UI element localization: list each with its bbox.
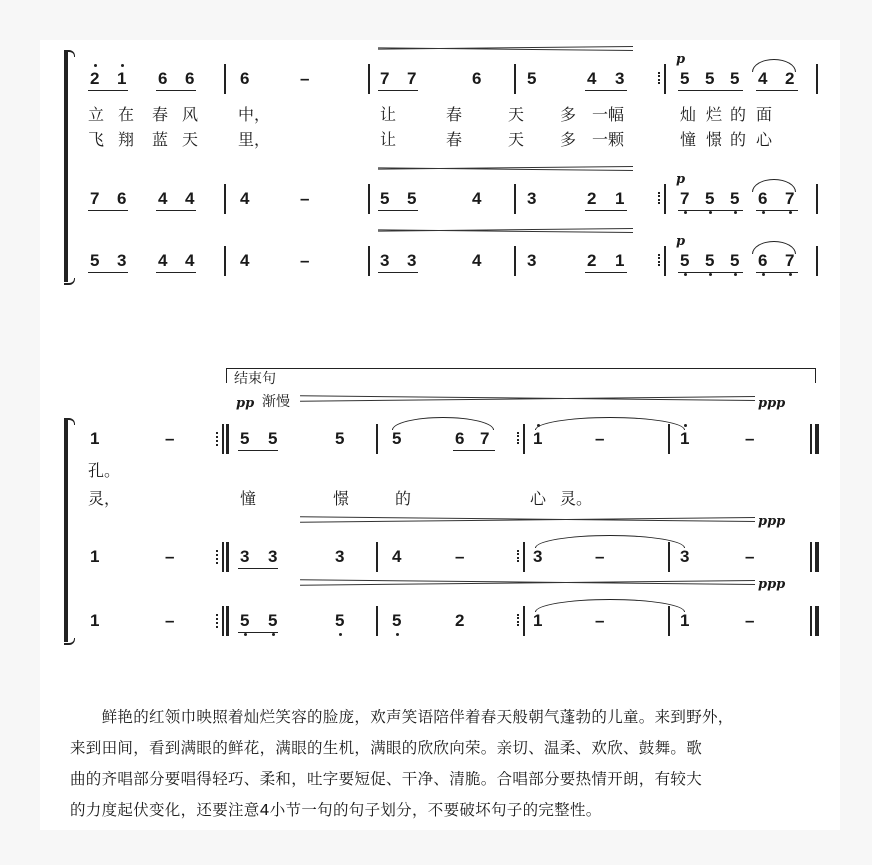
alto-note: –: [300, 189, 310, 208]
eighth-beam: [453, 450, 495, 451]
lyric-line2: 心: [756, 130, 773, 149]
barline: [523, 424, 525, 454]
barline: [664, 246, 666, 276]
final-barline: [815, 542, 819, 572]
lyric-line1: 春: [446, 105, 463, 124]
final-barline: [815, 424, 819, 454]
high-dot: [94, 64, 97, 67]
bass-note: 4: [472, 251, 482, 270]
lyric-line1: 多: [560, 105, 577, 124]
low-dot: [709, 273, 712, 276]
barline: [514, 184, 516, 214]
melody-note: 5: [268, 429, 278, 448]
lyric-line2: 天: [182, 130, 199, 149]
alto-note: 3: [680, 547, 690, 566]
lyric-line2: 灵。: [560, 489, 593, 508]
low-dot: [244, 633, 247, 636]
bass-note: 3: [117, 251, 127, 270]
alto-note: 6: [117, 189, 127, 208]
alto-note: 3: [335, 547, 345, 566]
alto-note: 7: [785, 189, 795, 208]
barline: [514, 246, 516, 276]
barline: [376, 606, 378, 636]
bass-note: 4: [240, 251, 250, 270]
repeat-dots: [216, 614, 220, 628]
melody-note: –: [165, 429, 175, 448]
eighth-beam: [156, 90, 196, 91]
bass-note: 5: [680, 251, 690, 270]
dynamic-mark: pp: [236, 396, 255, 411]
repeat-dots: [517, 432, 521, 444]
melody-note: 5: [680, 69, 690, 88]
lyric-line1: 春: [152, 105, 169, 124]
alto-note: –: [745, 547, 755, 566]
melody-note: 5: [527, 69, 537, 88]
melody-note: –: [595, 429, 605, 448]
high-dot: [121, 64, 124, 67]
double-barline: [222, 542, 224, 572]
dynamic-mark: p: [676, 172, 686, 187]
alto-note: 3: [240, 547, 250, 566]
barline: [816, 64, 818, 94]
bass-note: 7: [785, 251, 795, 270]
paragraph-line: 曲的齐唱部分要唱得轻巧、柔和，吐字要短促、干净、清脆。合唱部分要热情开朗，有较大: [70, 770, 703, 788]
melody-note: 6: [240, 69, 250, 88]
low-dot: [684, 211, 687, 214]
dynamic-mark: p: [676, 52, 686, 67]
melody-note: 2: [90, 69, 100, 88]
eighth-beam: [238, 568, 278, 569]
alto-note: 3: [533, 547, 543, 566]
lyric-line1: 烂: [706, 105, 723, 124]
final-barline: [810, 424, 812, 454]
low-dot: [789, 273, 792, 276]
bass-note: 6: [758, 251, 768, 270]
barline: [224, 64, 226, 94]
high-dot: [684, 424, 687, 427]
bass-note: 2: [455, 611, 465, 630]
alto-note: 1: [90, 547, 100, 566]
bass-note: 1: [615, 251, 625, 270]
dynamic-mark: ppp: [758, 396, 786, 411]
melody-note: –: [300, 69, 310, 88]
lyric-line1: 让: [380, 105, 397, 124]
double-barline: [222, 606, 224, 636]
lyric-line2: 春: [446, 130, 463, 149]
repeat-dots: [517, 614, 521, 626]
alto-note: 4: [472, 189, 482, 208]
alto-note: 4: [240, 189, 250, 208]
eighth-beam: [678, 90, 743, 91]
lyric-line1: 立: [88, 105, 105, 124]
repeat-dots: [216, 432, 220, 446]
ending-bracket: [226, 368, 816, 383]
lyric-line1: 在: [118, 105, 135, 124]
system-bracket-cap: [64, 418, 75, 425]
final-barline: [810, 542, 812, 572]
final-barline: [815, 606, 819, 636]
dynamic-mark: ppp: [758, 577, 786, 592]
melody-note: 6: [455, 429, 465, 448]
melody-note: 5: [730, 69, 740, 88]
ending-label: 结束句: [234, 371, 276, 387]
repeat-dots: [658, 72, 662, 84]
low-dot: [339, 633, 342, 636]
low-dot: [734, 273, 737, 276]
melody-note: 5: [240, 429, 250, 448]
bass-note: 3: [527, 251, 537, 270]
eighth-beam: [88, 272, 128, 273]
system-bracket: [64, 52, 68, 282]
bass-note: 1: [680, 611, 690, 630]
barline: [523, 542, 525, 572]
lyric-line2: 多: [560, 130, 577, 149]
eighth-beam: [585, 90, 627, 91]
low-dot: [762, 273, 765, 276]
lyric-line2: 翔: [118, 130, 135, 149]
alto-note: 6: [758, 189, 768, 208]
alto-note: 2: [587, 189, 597, 208]
eighth-beam: [378, 90, 418, 91]
bass-note: –: [595, 611, 605, 630]
lyric-line2: 飞: [88, 130, 105, 149]
alto-note: 5: [407, 189, 417, 208]
barline: [523, 606, 525, 636]
low-dot: [709, 211, 712, 214]
tempo-mark: 渐慢: [262, 394, 290, 410]
bass-note: 1: [90, 611, 100, 630]
repeat-dots: [216, 550, 220, 564]
alto-note: 5: [730, 189, 740, 208]
barline: [514, 64, 516, 94]
eighth-beam: [378, 210, 418, 211]
double-barline: [226, 424, 229, 454]
barline: [376, 424, 378, 454]
lyric-line1: 一幅: [592, 105, 625, 124]
lyric-line2: 憬: [333, 489, 350, 508]
lyric-line1: 风: [182, 105, 199, 124]
lyric-line1: 的: [730, 105, 747, 124]
alto-note: –: [455, 547, 465, 566]
paragraph-line: 鲜艳的红领巾映照着灿烂笑容的脸庞，欢声笑语陪伴着春天般朝气蓬勃的儿童。来到野外，: [70, 708, 734, 726]
final-barline: [810, 606, 812, 636]
paragraph-line: 的力度起伏变化，还要注意4小节一句的句子划分，不要破坏句子的完整性。: [70, 801, 602, 819]
bass-note: 3: [407, 251, 417, 270]
melody-note: 7: [380, 69, 390, 88]
double-barline: [226, 542, 229, 572]
eighth-beam: [238, 450, 278, 451]
lyric-line2: 一颗: [592, 130, 625, 149]
lyric-line2: 的: [730, 130, 747, 149]
low-dot: [272, 633, 275, 636]
bass-note: 5: [335, 611, 345, 630]
melody-note: 1: [90, 429, 100, 448]
low-dot: [396, 633, 399, 636]
barline: [368, 184, 370, 214]
bass-note: 5: [268, 611, 278, 630]
bass-note: –: [300, 251, 310, 270]
lyric-line2: 里，: [238, 130, 271, 149]
barline: [664, 64, 666, 94]
repeat-dots: [658, 254, 662, 266]
double-barline: [226, 606, 229, 636]
lyric-line2: 天: [508, 130, 525, 149]
lyric-line1: 天: [508, 105, 525, 124]
eighth-beam: [585, 272, 627, 273]
eighth-beam: [238, 632, 278, 633]
bass-note: –: [165, 611, 175, 630]
melody-note: 3: [615, 69, 625, 88]
lyric-line1: 孔。: [88, 461, 121, 480]
lyric-line1: 面: [756, 105, 773, 124]
eighth-beam: [678, 210, 743, 211]
eighth-beam: [585, 210, 627, 211]
bass-note: 4: [158, 251, 168, 270]
melody-note: 6: [185, 69, 195, 88]
eighth-beam: [156, 210, 196, 211]
melody-note: 6: [158, 69, 168, 88]
alto-note: –: [165, 547, 175, 566]
alto-note: 5: [705, 189, 715, 208]
bass-note: 4: [185, 251, 195, 270]
paragraph-line: 来到田间，看到满眼的鲜花，满眼的生机，满眼的欣欣向荣。亲切、温柔、欢欣、鼓舞。歌: [70, 739, 703, 757]
alto-note: 3: [527, 189, 537, 208]
bass-note: 2: [587, 251, 597, 270]
lyric-line2: 心: [530, 489, 547, 508]
low-dot: [789, 211, 792, 214]
barline: [816, 246, 818, 276]
eighth-beam: [88, 210, 128, 211]
lyric-line2: 憬: [706, 130, 723, 149]
eighth-beam: [678, 272, 743, 273]
melody-note: 2: [785, 69, 795, 88]
eighth-beam: [378, 272, 418, 273]
eighth-beam: [88, 90, 128, 91]
bass-note: 1: [533, 611, 543, 630]
barline: [224, 246, 226, 276]
alto-note: 3: [268, 547, 278, 566]
lyric-line1: 中，: [238, 105, 271, 124]
low-dot: [734, 211, 737, 214]
melody-note: –: [745, 429, 755, 448]
melody-note: 5: [335, 429, 345, 448]
melody-note: 1: [117, 69, 127, 88]
lyric-line2: 蓝: [152, 130, 169, 149]
double-barline: [222, 424, 224, 454]
alto-note: 5: [380, 189, 390, 208]
lyric-line2: 让: [380, 130, 397, 149]
lyric-line2: 的: [395, 489, 412, 508]
low-dot: [762, 211, 765, 214]
alto-note: 7: [90, 189, 100, 208]
system-bracket-cap: [64, 50, 75, 57]
alto-note: 4: [158, 189, 168, 208]
lyric-line2: 憧: [240, 489, 257, 508]
melody-note: 5: [392, 429, 402, 448]
barline: [664, 184, 666, 214]
repeat-dots: [658, 192, 662, 204]
lyric-line2: 灵，: [88, 489, 121, 508]
melody-note: 4: [758, 69, 768, 88]
bass-note: 5: [240, 611, 250, 630]
melody-note: 6: [472, 69, 482, 88]
barline: [376, 542, 378, 572]
melody-note: 4: [587, 69, 597, 88]
dynamic-mark: p: [676, 234, 686, 249]
eighth-beam: [756, 90, 798, 91]
system-bracket: [64, 420, 68, 642]
eighth-beam: [756, 210, 798, 211]
barline: [224, 184, 226, 214]
melody-note: 1: [680, 429, 690, 448]
dynamic-mark: ppp: [758, 514, 786, 529]
bass-note: 3: [380, 251, 390, 270]
bass-note: –: [745, 611, 755, 630]
repeat-dots: [517, 550, 521, 562]
alto-note: 1: [615, 189, 625, 208]
eighth-beam: [156, 272, 196, 273]
bass-note: 5: [392, 611, 402, 630]
low-dot: [684, 273, 687, 276]
bass-note: 5: [730, 251, 740, 270]
melody-note: 5: [705, 69, 715, 88]
barline: [368, 246, 370, 276]
barline: [816, 184, 818, 214]
melody-note: 7: [480, 429, 490, 448]
alto-note: 4: [185, 189, 195, 208]
barline: [368, 64, 370, 94]
lyric-line2: 憧: [680, 130, 697, 149]
melody-note: 1: [533, 429, 543, 448]
alto-note: –: [595, 547, 605, 566]
alto-note: 4: [392, 547, 402, 566]
bass-note: 5: [90, 251, 100, 270]
melody-note: 7: [407, 69, 417, 88]
eighth-beam: [756, 272, 798, 273]
bass-note: 5: [705, 251, 715, 270]
alto-note: 7: [680, 189, 690, 208]
lyric-line1: 灿: [680, 105, 697, 124]
